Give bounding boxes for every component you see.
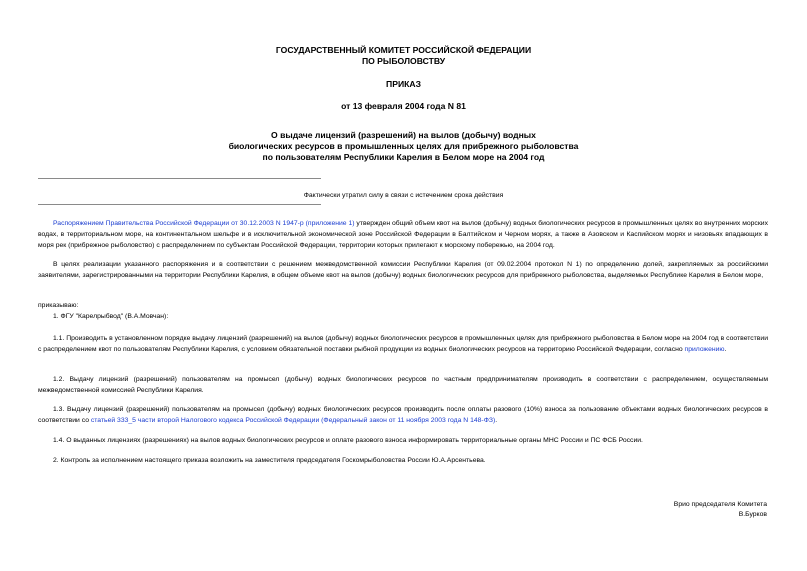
document-title-line3: по пользователям Республики Карелия в Белом море на 2004 год [262, 152, 545, 162]
order-word: приказываю: [38, 302, 79, 309]
item-1-2: 1.2. Выдачу лицензий (разрешений) пользователям на промысел (добычу) водных биологических ресурсов по частным предпринимателям производить в соответствии с распределением, осуществляемым межведомственной комиссией Республики Карелия. [38, 376, 768, 395]
item-2: 2. Контроль за исполнением настоящего приказа возложить на заместителя председателя Госкомрыболовства России Ю.А.Арсентьева. [53, 457, 486, 464]
document-date-number: от 13 февраля 2004 года N 81 [341, 101, 466, 111]
paragraph-preamble-1 [38, 218, 768, 252]
item-1-1 [38, 333, 768, 355]
item-1-3 [38, 404, 768, 426]
item-1-4: 1.4. О выданных лицензиях (разрешениях) на вылов водных биологических ресурсов и оплате разового взноса информировать территориальные органы МНС России и ПС ФСБ России. [53, 437, 643, 444]
link-tax-code-article[interactable]: статьей 333_5 части второй Налогового кодекса Российской Федерации (Федеральный закон от 11 ноября 2003 года N 148-ФЗ) [90, 417, 496, 425]
document-title-line1: О выдаче лицензий (разрешений) на вылов (добычу) водных [271, 130, 536, 140]
divider-bottom [38, 204, 321, 205]
item-1-1-text: 1.1. Производить в установленном порядке выдачу лицензий (разрешений) на вылов (добычу) водных биологических ресурсов в промышленных целях для прибрежного рыболовства в Белом море на 2004 год в соответствии с распределением квот по пользователям Республики Карелия, с условием обязательной поставки рыбной продукции из водных биологических ресурсов на территорию Российской Федерации, согласно [38, 335, 768, 354]
divider-top [38, 178, 321, 179]
signature-position: Врио председателя Комитета [673, 501, 767, 508]
paragraph-preamble-1-text: утвержден общий объем квот на вылов (добычу) водных биологических ресурсов в промышленных целях во внутренних морских водах, в территориальном море, на континентальном шельфе и в исключительной экономической зоне Российской Федерации в Балтийском и Черном морях, а также в Азовском и Каспийском морях и низовьях впадающих в моря рек (прибрежное рыболовство) с распределением по субъектам Российской Федерации, территории которых прилегают к морскому побережью, на 2004 год. [38, 220, 768, 250]
item-1-3-end: . [495, 417, 498, 425]
document-type: ПРИКАЗ [386, 79, 421, 89]
link-government-order[interactable]: Распоряжением Правительства Российской Федерации от 30.12.2003 N 1947-р [53, 220, 304, 227]
item-1: 1. ФГУ "Карелрыбвод" (В.А.Мовчан): [53, 313, 169, 320]
status-note: Фактически утратил силу в связи с истечением срока действия [303, 192, 504, 199]
committee-name-line2: ПО РЫБОЛОВСТВУ [361, 56, 446, 66]
signature-name: В.Бурков [738, 511, 767, 518]
item-1-1-end: . [724, 346, 727, 354]
item-1-3-text: 1.3. Выдачу лицензий (разрешений) пользователям на промысел (добычу) водных биологических ресурсов производить после оплаты разового (10%) взноса за пользование объектами водных биологических ресурсов в соответствии со [38, 406, 768, 425]
committee-name-line1: ГОСУДАРСТВЕННЫЙ КОМИТЕТ РОССИЙСКОЙ ФЕДЕРАЦИИ [275, 45, 532, 55]
document-title-line2: биологических ресурсов в промышленных целях для прибрежного рыболовства [228, 141, 579, 151]
paragraph-preamble-2: В целях реализации указанного распоряжения и в соответствии с решением межведомственной комиссии Республики Карелия (от 09.02.2004 протокол N 1) по определению долей, закрепляемых за российскими заявителями, зарегистрированными на территории Республики Карелия, в общем объеме квот на вылов (добычу) водных биологических ресурсов для прибрежного рыболовства, выделяемых Республике Карелия в Белом море, [38, 261, 768, 280]
link-appendix-1[interactable]: (приложение 1) [305, 220, 355, 227]
link-appendix[interactable]: приложению [684, 346, 725, 354]
